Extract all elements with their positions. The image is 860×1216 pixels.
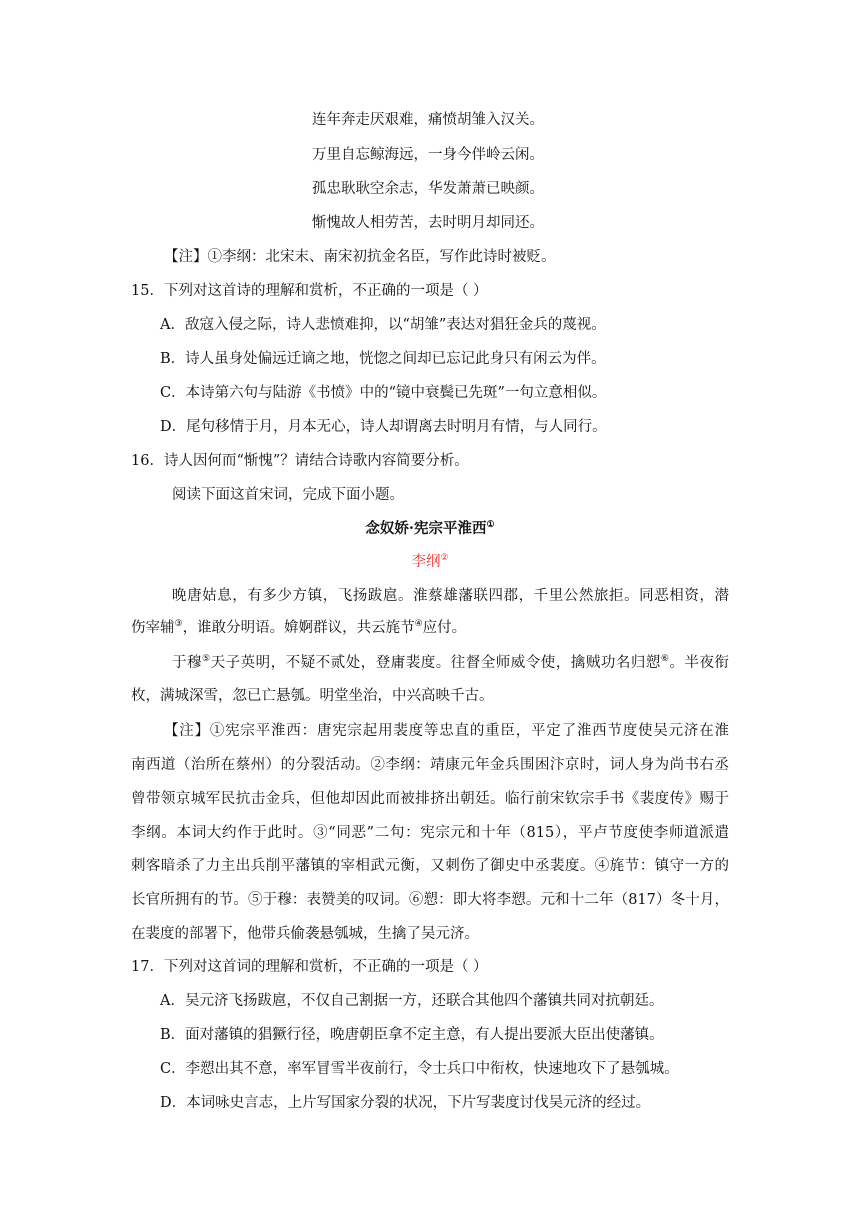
ci-note-line: 在裴度的部署下，他带兵偷袭悬瓠城，生擒了吴元济。 [131, 926, 479, 942]
question-16-stem: 16．诗人因何而“惭愧”？请结合诗歌内容简要分析。 [131, 453, 469, 469]
footnote-mark: ③ [174, 619, 183, 630]
poem-line: 连年奔走厌艰难，痛愤胡雏入汉关。 [312, 112, 544, 128]
ci-author-text: 李纲 [411, 554, 441, 570]
ci-text: 于穆 [172, 655, 203, 671]
question-15-stem: 15．下列对这首诗的理解和赏析，不正确的一项是（ ） [131, 283, 488, 299]
poem-line: 惭愧故人相劳苦，去时明月却同还。 [312, 215, 544, 231]
ci-note-line: 刺客暗杀了力主出兵削平藩镇的宰相武元衡，又刺伤了御史中丞裴度。④旄节：镇守一方的 [131, 858, 729, 874]
ci-note-line: 【注】①宪宗平淮西：唐宪宗起用裴度等忠直的重臣，平定了淮西节度使吴元济在淮 [164, 723, 729, 739]
question-17-option-b: B．面对藩镇的猖獗行径，晚唐朝臣拿不定主意，有人提出要派大臣出使藩镇。 [160, 1027, 664, 1043]
footnote-mark: ② [440, 553, 449, 564]
question-15-option-c: C．本诗第六句与陆游《书愤》中的“镜中衰鬓已先斑”一句立意相似。 [160, 385, 607, 401]
reading-instruction: 阅读下面这首宋词，完成下面小题。 [172, 487, 404, 503]
question-17-stem: 17．下列对这首词的理解和赏析，不正确的一项是（ ） [131, 959, 488, 975]
ci-text: 应付。 [422, 620, 467, 636]
ci-title [0, 519, 860, 539]
ci-note-line: 南西道（治所在蔡州）的分裂活动。②李纲：靖康元年金兵围困汴京时，词人身为尚书右丞 [131, 757, 729, 773]
ci-paragraph-2-line-1 [172, 653, 729, 673]
ci-paragraph-1-line-1: 晚唐姑息，有多少方镇，飞扬跋扈。淮蔡雄藩联四郡，千里公然旅拒。同恶相资，潜 [172, 588, 729, 604]
question-17-option-a: A．吴元济飞扬跋扈，不仅自己割据一方，还联合其他四个藩镇共同对抗朝廷。 [160, 993, 664, 1009]
ci-paragraph-1-line-2 [131, 618, 466, 638]
poem-line: 万里自忘鲸海远，一身今伴岭云闲。 [312, 147, 544, 163]
ci-title-text: 念奴娇·宪宗平淮西 [365, 520, 487, 537]
question-15-option-a: A．敌寇入侵之际，诗人悲愤难抑，以“胡雏”表达对猖狂金兵的蔑视。 [160, 317, 606, 333]
poem-line: 孤忠耿耿空余志，华发萧萧已映颜。 [312, 181, 544, 197]
ci-author [0, 552, 860, 572]
footnote-mark: ⑤ [202, 654, 211, 665]
footnote-mark: ① [486, 520, 495, 531]
footnote-mark: ⑥ [660, 654, 670, 665]
ci-text: 。半夜衔 [669, 655, 729, 671]
poem-note: 【注】①李纲：北宋末、南宋初抗金名臣，写作此诗时被贬。 [164, 249, 556, 265]
question-15-option-b: B．诗人虽身处偏远迁谪之地，恍惚之间却已忘记此身只有闲云为伴。 [160, 351, 606, 367]
question-17-option-c: C．李愬出其不意，率军冒雪半夜前行，令士兵口中衔枚，快速地攻下了悬瓠城。 [160, 1061, 679, 1077]
ci-note-line: 长官所拥有的节。⑤于穆：表赞美的叹词。⑥愬：即大将李愬。元和十二年（817）冬十月， [131, 892, 729, 908]
ci-text: 伤宰辅 [131, 620, 175, 636]
footnote-mark: ④ [414, 619, 423, 630]
ci-note-line: 李纲。本词大约作于此时。③“同恶”二句：宪宗元和十年（815），平卢节度使李师道派遣 [131, 825, 729, 841]
question-17-option-d: D．本词咏史言志，上片写国家分裂的状况，下片写裴度讨伐吴元济的经过。 [160, 1095, 651, 1111]
ci-paragraph-2-line-2: 枚，满城深雪，忽已亡悬瓠。明堂坐治，中兴高映千古。 [131, 688, 494, 704]
ci-text: ，谁敢分明语。媕婀群议，共云旄节 [182, 620, 415, 636]
ci-text: 天子英明，不疑不贰处，登庸裴度。往督全师威令使，擒贼功名归愬 [210, 655, 661, 671]
question-15-option-d: D．尾句移情于月，月本无心，诗人却谓离去时明月有情，与人同行。 [160, 419, 607, 435]
ci-note-line: 曾带领京城军民抗击金兵，但他却因此而被排挤出朝廷。临行前宋钦宗手书《裴度传》赐于 [131, 791, 729, 807]
